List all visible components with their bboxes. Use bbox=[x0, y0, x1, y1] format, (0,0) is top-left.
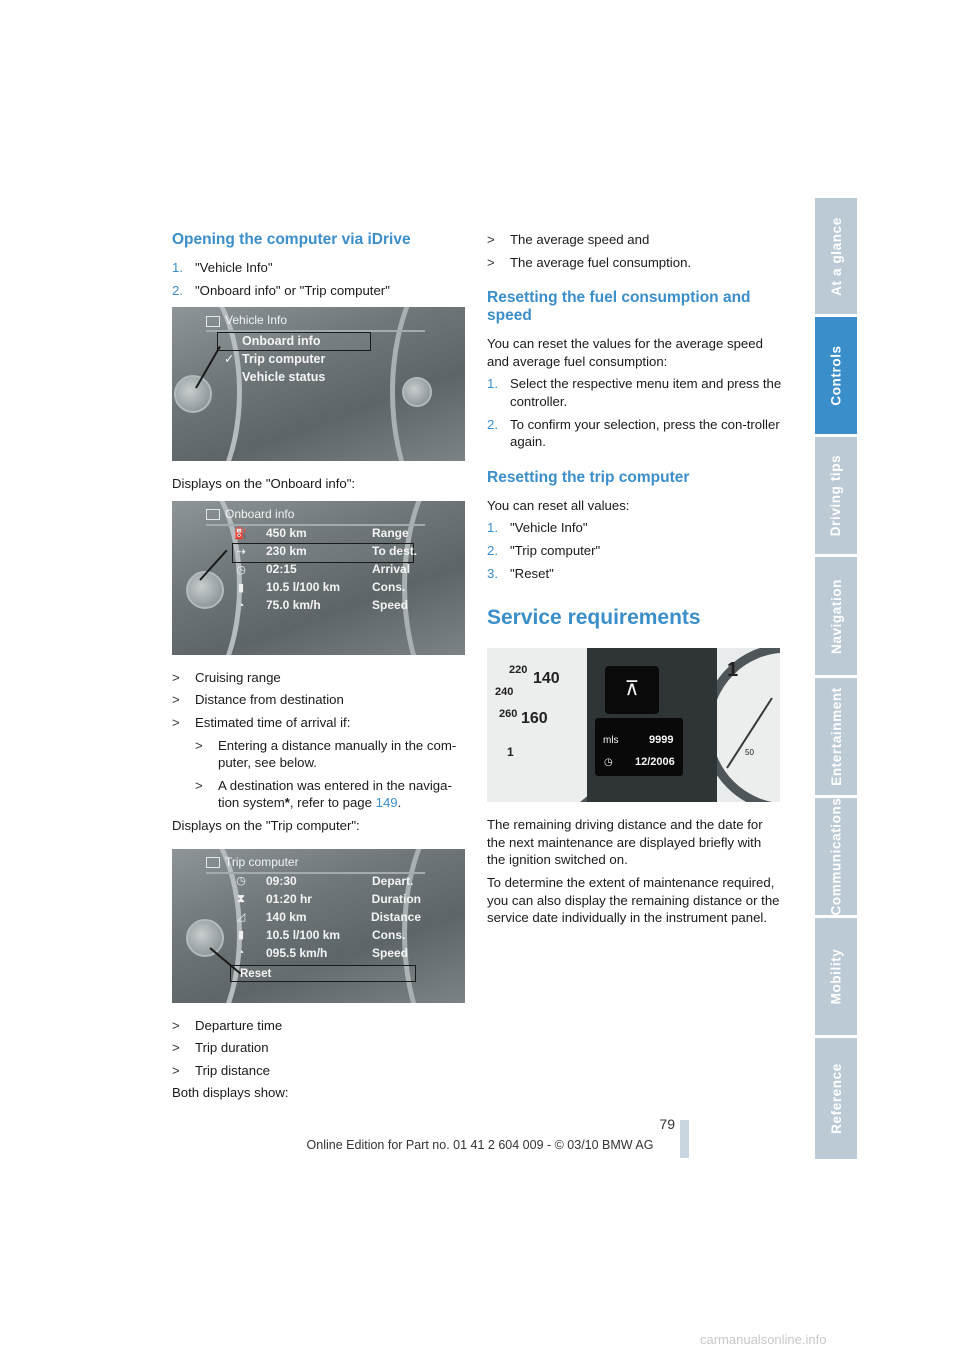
optional-equipment-star: * bbox=[284, 795, 290, 811]
speed-label: 1 bbox=[507, 745, 514, 760]
distance-icon: ◿ bbox=[236, 911, 246, 924]
fuel-range-icon: ⛽ bbox=[234, 527, 248, 540]
rpm-label: 50 bbox=[745, 748, 754, 758]
step-1: 1. "Vehicle Info" bbox=[172, 260, 273, 275]
tab-driving-tips[interactable]: Driving tips bbox=[815, 437, 857, 554]
controller-knob-icon bbox=[186, 919, 224, 957]
step-2: 2. "Onboard info" or "Trip computer" bbox=[172, 282, 390, 298]
destination-icon: ⇢ bbox=[236, 545, 246, 558]
onboard-row: ⛽ 450 km Range bbox=[234, 526, 409, 541]
controller-knob-icon bbox=[174, 375, 212, 413]
watermark: carmanualsonline.info bbox=[700, 1332, 827, 1347]
service-date: 12/2006 bbox=[635, 756, 675, 769]
para-onboard: Displays on the "Onboard info": bbox=[172, 476, 356, 492]
step-3: 3. "Reset" bbox=[487, 565, 554, 581]
trip-row: ◿ 140 km Distance bbox=[234, 909, 421, 928]
tab-at-a-glance[interactable]: At a glance bbox=[815, 198, 857, 314]
screen-title: Trip computer bbox=[206, 854, 425, 874]
onboard-row: ▮ 10.5 l/100 km Cons. bbox=[234, 579, 421, 598]
speed-label: 240 bbox=[495, 686, 514, 699]
onboard-row: ⇢ 230 km To dest. bbox=[234, 543, 421, 562]
onboard-row: ◔ 75.0 km/h Speed bbox=[234, 597, 421, 616]
trip-row: ◷ 09:30 Depart. bbox=[234, 873, 421, 892]
menu-icon bbox=[206, 316, 220, 327]
bullet-arrow-icon: > bbox=[487, 254, 495, 270]
tab-mobility[interactable]: Mobility bbox=[815, 918, 857, 1035]
bullet-arrow-icon: > bbox=[195, 737, 203, 753]
list-item: > Departure time bbox=[172, 1017, 283, 1033]
tab-communications[interactable]: Communications bbox=[815, 798, 857, 915]
bullet-arrow-icon: > bbox=[172, 692, 180, 708]
list-item: > Cruising range bbox=[172, 669, 281, 685]
page-link[interactable]: 149 bbox=[375, 795, 398, 811]
menu-reset: Reset bbox=[240, 967, 272, 980]
right-column bbox=[487, 231, 782, 932]
heading-opening-computer: Opening the computer via iDrive bbox=[172, 231, 411, 248]
para-trip: Displays on the "Trip computer": bbox=[172, 817, 360, 833]
page-number: 79 bbox=[659, 1116, 675, 1132]
left-column bbox=[172, 231, 467, 1107]
para-both: Both displays show: bbox=[172, 1085, 289, 1101]
heading-reset-fuel: Resetting the fuel consumption and speed bbox=[487, 289, 751, 325]
bullet-arrow-icon: > bbox=[172, 1062, 180, 1078]
trip-computer-screen bbox=[172, 849, 465, 1003]
menu-trip-computer: Trip computer bbox=[242, 352, 326, 367]
trip-row: ⧗ 01:20 hr Duration bbox=[234, 891, 421, 910]
step-2: 2. To confirm your selection, press the con-troller again. bbox=[487, 416, 780, 450]
unit-label: mls bbox=[603, 735, 619, 747]
service-distance: 9999 bbox=[649, 734, 674, 747]
sub-list-item: > Entering a distance manually in the com-puter, see below. bbox=[195, 737, 457, 771]
step-1: 1. Select the respective menu item and press the controller. bbox=[487, 376, 782, 409]
bullet-arrow-icon: > bbox=[195, 777, 203, 793]
list-item: > Distance from destination bbox=[172, 692, 344, 708]
speed-label: 220 bbox=[509, 664, 528, 677]
menu-onboard-info: Onboard info bbox=[242, 334, 321, 349]
step-1: 1. "Vehicle Info" bbox=[487, 520, 588, 536]
tab-entertainment[interactable]: Entertainment bbox=[815, 678, 857, 795]
vehicle-info-screen bbox=[172, 307, 465, 461]
side-knob-icon bbox=[402, 377, 432, 407]
car-lift-icon: ⊼ bbox=[624, 678, 640, 701]
bullet-arrow-icon: > bbox=[172, 1040, 180, 1056]
controller-knob-icon bbox=[186, 571, 224, 609]
tab-navigation[interactable]: Navigation bbox=[815, 557, 857, 675]
heading-reset-trip: Resetting the trip computer bbox=[487, 468, 690, 486]
instrument-cluster-image bbox=[487, 648, 780, 802]
rpm-label: 1 bbox=[727, 659, 739, 682]
list-item: > The average speed and bbox=[487, 232, 650, 247]
para-reset-fuel: You can reset the values for the average speed and average fuel consumption: bbox=[487, 336, 763, 369]
screen-title: Vehicle Info bbox=[206, 312, 425, 332]
sub-list-item: > A destination was entered in the naviga-tion system*, refer to page 149. bbox=[195, 777, 452, 811]
menu-icon bbox=[206, 509, 220, 520]
menu-vehicle-status: Vehicle status bbox=[242, 370, 326, 385]
speed-label: 260 bbox=[499, 708, 518, 721]
bullet-arrow-icon: > bbox=[487, 232, 495, 247]
clock-icon: ◷ bbox=[604, 757, 613, 769]
speed-label: 140 bbox=[533, 670, 560, 688]
trip-row: ▮ 10.5 l/100 km Cons. bbox=[234, 927, 421, 946]
onboard-row: ◷ 02:15 Arrival bbox=[234, 561, 421, 580]
bullet-arrow-icon: > bbox=[172, 669, 180, 685]
tab-reference[interactable]: Reference bbox=[815, 1038, 857, 1159]
list-item: > Trip distance bbox=[172, 1062, 271, 1078]
clock-icon: ◷ bbox=[236, 875, 246, 888]
para-service-1: The remaining driving distance and the date for the next maintenance are displayed briefly with the ignition switched on. bbox=[487, 817, 763, 868]
clock-icon: ◷ bbox=[236, 563, 246, 576]
speedometer-icon: ◔ bbox=[237, 947, 245, 960]
menu-icon bbox=[206, 857, 220, 868]
trip-row: ◔ 095.5 km/h Speed bbox=[234, 945, 421, 964]
fuel-pump-icon: ▮ bbox=[237, 581, 245, 594]
step-2: 2. "Trip computer" bbox=[487, 542, 601, 558]
list-item: > The average fuel consumption. bbox=[487, 254, 692, 270]
para-service-2: To determine the extent of maintenance required, you can also display the remaining distance or the service date individually in the instrument panel. bbox=[487, 874, 780, 926]
tab-controls[interactable]: Controls bbox=[815, 317, 857, 434]
speed-label: 160 bbox=[521, 710, 548, 728]
check-icon: ✓ bbox=[224, 352, 235, 367]
bullet-arrow-icon: > bbox=[172, 1017, 180, 1033]
fuel-pump-icon: ▮ bbox=[237, 929, 245, 942]
onboard-info-screen bbox=[172, 501, 465, 655]
heading-service-requirements: Service requirements bbox=[487, 606, 701, 630]
speedometer-icon: ◔ bbox=[237, 599, 245, 612]
list-item: > Trip duration bbox=[172, 1040, 269, 1056]
footer-edition: Online Edition for Part no. 01 41 2 604 009 - © 03/10 BMW AG bbox=[306, 1138, 654, 1152]
para-reset-trip: You can reset all values: bbox=[487, 497, 630, 513]
list-item: > Estimated time of arrival if: bbox=[172, 714, 351, 730]
screen-title: Onboard info bbox=[206, 506, 425, 526]
duration-icon: ⧗ bbox=[237, 893, 245, 906]
bullet-arrow-icon: > bbox=[172, 714, 180, 730]
